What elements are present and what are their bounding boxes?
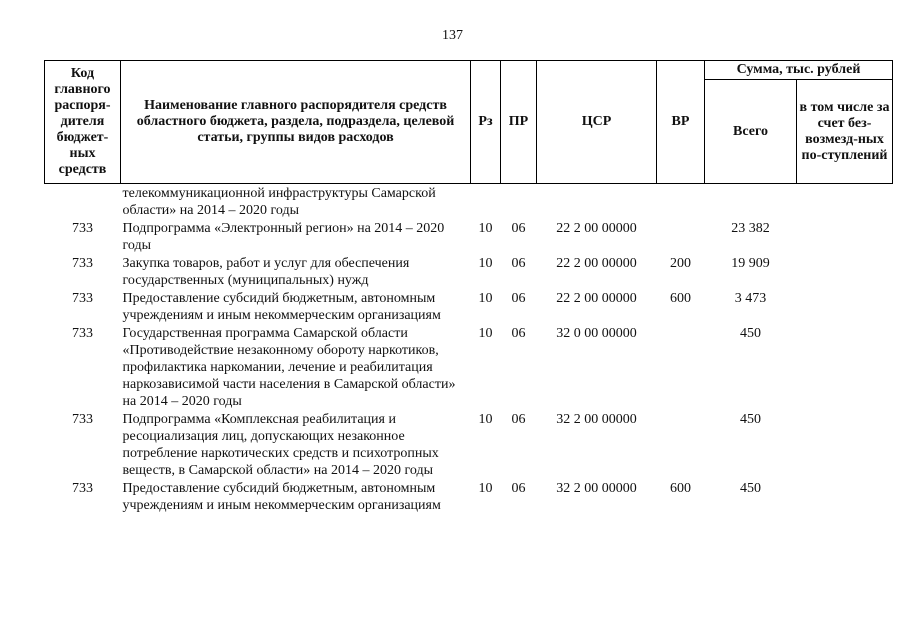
- cell-csr: 22 2 00 00000: [556, 291, 637, 306]
- page-number: 137: [442, 28, 463, 43]
- cell-incl: [797, 410, 893, 479]
- cell-vr: [657, 324, 705, 410]
- cell-code: 733: [72, 221, 93, 236]
- table-row: [45, 324, 893, 410]
- cell-rz: 10: [478, 481, 493, 496]
- header-total: Всего: [705, 80, 797, 184]
- cell-pr: 06: [511, 326, 526, 341]
- cell-name: Предоставление субсидий бюджетным, автономным учреждениям и иным некоммерческим организациям: [122, 481, 441, 513]
- header-incl: в том числе за счет без-возмезд-ных по-ступлений: [797, 80, 893, 184]
- table-header: [45, 61, 893, 184]
- cell-incl: [797, 184, 893, 220]
- cell-csr: [537, 184, 657, 220]
- cell-name: Подпрограмма «Электронный регион» на 2014 – 2020 годы: [122, 221, 445, 253]
- header-rz: Рз: [471, 61, 501, 184]
- header-sum-group: Сумма, тыс. рублей: [705, 61, 893, 80]
- cell-name: Закупка товаров, работ и услуг для обеспечения государственных (муниципальных) нужд: [122, 256, 410, 288]
- cell-rz: 10: [478, 256, 493, 271]
- cell-total: 23 382: [731, 221, 770, 236]
- cell-vr: [657, 410, 705, 479]
- cell-csr: 22 2 00 00000: [556, 221, 637, 236]
- table-row: [45, 289, 893, 324]
- cell-incl: [797, 479, 893, 514]
- cell-rz: 10: [478, 326, 493, 341]
- cell-total: 450: [740, 412, 761, 427]
- cell-name: Предоставление субсидий бюджетным, автономным учреждениям и иным некоммерческим организациям: [122, 291, 441, 323]
- table-body: [45, 184, 893, 515]
- budget-table: [44, 60, 893, 514]
- cell-code: 733: [72, 412, 93, 427]
- table-row: [45, 479, 893, 514]
- cell-pr: 06: [511, 256, 526, 271]
- cell-csr: 32 0 00 00000: [556, 326, 637, 341]
- cell-rz: 10: [478, 221, 493, 236]
- cell-total: [705, 184, 797, 220]
- cell-code: [45, 184, 121, 220]
- cell-pr: 06: [511, 481, 526, 496]
- cell-total: 19 909: [731, 256, 770, 271]
- header-csr: ЦСР: [537, 61, 657, 184]
- header-code: Код главного распоря-дителя бюджет-ных средств: [45, 61, 121, 184]
- cell-vr: [657, 184, 705, 220]
- header-pr: ПР: [501, 61, 537, 184]
- cell-code: 733: [72, 256, 93, 271]
- table-row: [45, 254, 893, 289]
- cell-name: Государственная программа Самарской области «Противодействие незаконному обороту наркотиков, профилактика наркомании, лечение и реабилитация наркозависимой части населения в Самарской области» на 2014 – 2020 годы: [122, 326, 456, 409]
- cell-vr: 200: [670, 256, 691, 271]
- cell-vr: 600: [670, 291, 691, 306]
- table-row: [45, 410, 893, 479]
- cell-code: 733: [72, 326, 93, 341]
- cell-code: 733: [72, 481, 93, 496]
- cell-rz: [471, 184, 501, 220]
- cell-pr: 06: [511, 221, 526, 236]
- header-vr: ВР: [657, 61, 705, 184]
- cell-csr: 32 2 00 00000: [556, 412, 637, 427]
- table-row: [45, 184, 893, 220]
- cell-incl: [797, 289, 893, 324]
- cell-incl: [797, 324, 893, 410]
- cell-name: Подпрограмма «Комплексная реабилитация и ресоциализация лиц, допускающих незаконное потребление наркотических средств и психотропных веществ, в Самарской области» на 2014 – 2020 годы: [122, 412, 439, 478]
- cell-pr: 06: [511, 291, 526, 306]
- cell-vr: [657, 219, 705, 254]
- cell-name: телекоммуникационной инфраструктуры Самарской области» на 2014 – 2020 годы: [122, 186, 436, 218]
- header-name: Наименование главного распорядителя средств областного бюджета, раздела, подраздела, целевой статьи, группы видов расходов: [121, 61, 471, 184]
- cell-total: 3 473: [734, 291, 767, 306]
- cell-rz: 10: [478, 291, 493, 306]
- cell-code: 733: [72, 291, 93, 306]
- table-row: [45, 219, 893, 254]
- cell-total: 450: [740, 481, 761, 496]
- cell-vr: 600: [670, 481, 691, 496]
- cell-incl: [797, 219, 893, 254]
- cell-csr: 32 2 00 00000: [556, 481, 637, 496]
- cell-incl: [797, 254, 893, 289]
- cell-csr: 22 2 00 00000: [556, 256, 637, 271]
- cell-total: 450: [740, 326, 761, 341]
- cell-pr: 06: [511, 412, 526, 427]
- cell-pr: [501, 184, 537, 220]
- cell-rz: 10: [478, 412, 493, 427]
